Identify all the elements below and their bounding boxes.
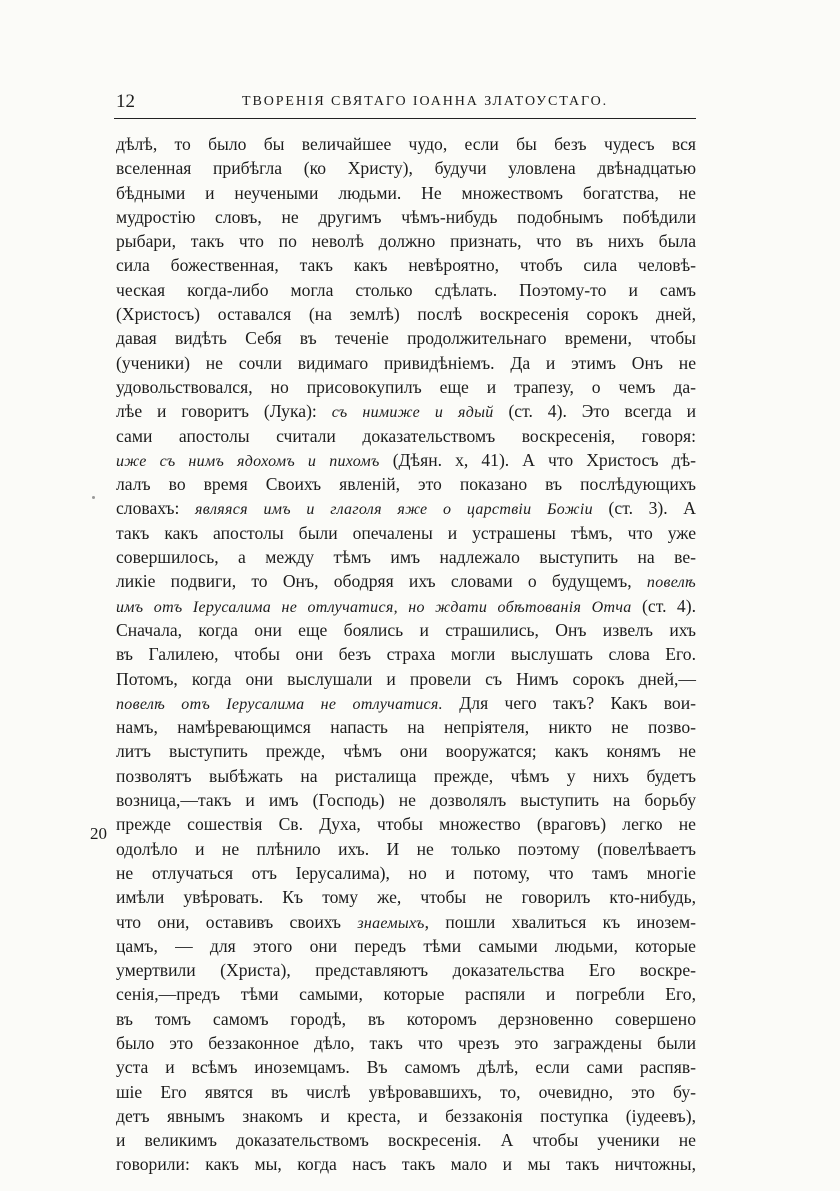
body-text xyxy=(116,132,696,1177)
text-line xyxy=(116,424,696,448)
text-line xyxy=(116,132,696,156)
text-run: ликіе подвиги, то Онъ, ободряя ихъ словами о будущемъ, xyxy=(116,571,647,592)
text-run: сами апостолы считали доказательствомъ воскресенія, говоря: xyxy=(116,425,696,446)
ink-speck xyxy=(92,496,95,499)
text-run: цамъ, — для этого они передъ тѣми самыми людьми, которые xyxy=(116,935,696,956)
text-run: уста и всѣмъ иноземцамъ. Въ самомъ дѣлѣ, если сами распяв- xyxy=(116,1057,696,1078)
text-run: не отлучаться отъ Іерусалима), но и потому, что тамъ многіе xyxy=(116,862,696,883)
text-run: (Христосъ) оставался (на землѣ) послѣ воскресенія сорокъ дней, xyxy=(116,304,696,325)
text-line xyxy=(116,472,696,496)
text-line xyxy=(116,1007,696,1031)
text-run: литъ выступить прежде, чѣмъ они вооружатся; какъ конямъ не xyxy=(116,741,696,762)
text-run: шіе Его явятся въ числѣ увѣровавшихъ, то, очевидно, это бу- xyxy=(116,1081,696,1102)
text-run: бѣдными и неучеными людьми. Не множествомъ богатства, не xyxy=(116,182,696,203)
text-line xyxy=(116,812,696,836)
italic-quote: съ нимиже и ядый xyxy=(331,404,494,422)
text-run: давая видѣть Себя въ теченіе продолжительнаго времени, чтобы xyxy=(116,328,696,349)
margin-line-number: 20 xyxy=(90,824,107,843)
text-run: Для чего такъ? Какъ вои- xyxy=(442,692,697,713)
text-run: (ученики) не сочли видимаго привидѣніемъ. Да и этимъ Онъ не xyxy=(116,352,696,373)
text-run: детъ явнымъ знакомъ и креста, и беззаконія поступка (іудеевъ), xyxy=(116,1105,696,1126)
text-run: въ томъ самомъ городѣ, въ которомъ дерзновенно совершено xyxy=(116,1008,696,1029)
text-run: дѣлѣ, то было бы величайшее чудо, если бы безъ чудесъ вся xyxy=(116,134,696,154)
text-line xyxy=(116,788,696,812)
text-run: лѣе и говоритъ (Лука): xyxy=(116,401,332,422)
text-run: Потомъ, когда они выслушали и провели съ Нимъ сорокъ дней,— xyxy=(116,668,696,689)
text-run: такъ какъ апостолы были опечалены и устрашены тѣмъ, что уже xyxy=(116,522,696,543)
text-line xyxy=(116,958,696,982)
text-line xyxy=(116,351,696,375)
text-line xyxy=(116,861,696,885)
text-line xyxy=(116,667,696,691)
text-line xyxy=(116,278,696,302)
text-run: намъ, намѣревающимся напасть на непріятеля, никто не позво- xyxy=(116,717,696,738)
text-run: словахъ: xyxy=(116,498,196,519)
text-line xyxy=(116,326,696,350)
text-line xyxy=(116,375,696,399)
text-run: прежде сошествія Св. Духа, чтобы множество (враговъ) легко не xyxy=(116,814,696,835)
italic-quote: имъ отъ Іерусалима не отлучатися, но ждати обѣтованія Отча xyxy=(116,598,632,616)
text-line xyxy=(116,521,696,545)
text-line xyxy=(116,1152,696,1176)
text-line xyxy=(116,156,696,180)
italic-quote: знаемыхъ xyxy=(357,914,425,932)
text-line xyxy=(116,569,696,593)
text-line xyxy=(116,885,696,909)
italic-quote: повелѣ отъ Іерусалима не отлучатися. xyxy=(116,695,443,713)
page-header xyxy=(114,88,696,119)
text-run: въ Галилею, чтобы они безъ страха могли выслушать слова Его. xyxy=(116,644,696,665)
text-line xyxy=(116,715,696,739)
text-run: , пошли хвалиться къ инозем- xyxy=(424,911,696,932)
text-line xyxy=(116,642,696,666)
text-run: (Дѣян. x, 41). А что Христосъ дѣ- xyxy=(379,449,696,470)
text-run: (ст. 4). xyxy=(631,595,696,616)
text-run: позволятъ выбѣжать на ристалища прежде, чѣмъ у нихъ будетъ xyxy=(116,765,696,786)
text-line xyxy=(116,910,696,934)
page-number: 12 xyxy=(116,91,135,112)
text-run: рыбари, такъ что по неволѣ должно признать, что въ нихъ была xyxy=(116,231,696,252)
text-run: что они, оставивъ своихъ xyxy=(116,911,358,932)
text-line xyxy=(116,399,696,423)
text-run: Сначала, когда они еще боялись и страшились, Онъ извелъ ихъ xyxy=(116,619,696,640)
text-run: удовольствовался, но присовокупилъ еще и трапезу, о чемъ да- xyxy=(116,376,696,397)
text-line xyxy=(116,302,696,326)
text-run: имѣли увѣровать. Къ тому же, чтобы не говорилъ кто-нибудь, xyxy=(116,887,696,908)
text-line xyxy=(116,982,696,1006)
text-line xyxy=(116,691,696,715)
text-line xyxy=(116,1104,696,1128)
text-line xyxy=(116,837,696,861)
text-run: одолѣло и не плѣнило ихъ. И не только поэтому (повелѣваетъ xyxy=(116,838,696,859)
text-line xyxy=(116,448,696,472)
text-run: ческая когда-либо могла столько сдѣлать. Поэтому-то и самъ xyxy=(116,279,696,300)
text-line xyxy=(116,764,696,788)
text-run: мудростію словъ, не другимъ чѣмъ-нибудь подобнымъ побѣдили xyxy=(116,206,696,227)
text-line xyxy=(116,739,696,763)
italic-quote: являяся имъ и глаголя яже о царствіи Божіи xyxy=(195,501,593,519)
text-line xyxy=(116,1055,696,1079)
text-line xyxy=(116,181,696,205)
text-line xyxy=(116,1128,696,1152)
italic-quote: иже съ нимъ ядохомъ и пихомъ xyxy=(116,452,380,470)
text-line xyxy=(116,496,696,520)
text-run: сила божественная, такъ какъ невѣроятно, чтобъ сила человѣ- xyxy=(116,255,696,276)
text-run: вселенная прибѣгла (ко Христу), будучи уловлена двѣнадцатью xyxy=(116,158,696,179)
text-line xyxy=(116,1031,696,1055)
text-run: совершилось, а между тѣмъ имъ надлежало выступить на ве- xyxy=(116,547,696,568)
text-line xyxy=(116,934,696,958)
text-run: (ст. 4). Это всегда и xyxy=(493,401,696,422)
text-run: было это беззаконное дѣло, такъ что чрезъ это заграждены были xyxy=(116,1032,696,1053)
text-run: сенія,—предъ тѣми самыми, которые распяли и погребли Его, xyxy=(116,984,696,1005)
text-run: говорили: какъ мы, когда насъ такъ мало и мы такъ ничтожны, xyxy=(116,1154,696,1175)
text-run: и великимъ доказательствомъ воскресенія. А чтобы ученики не xyxy=(116,1130,696,1151)
italic-quote: повелѣ xyxy=(646,574,696,592)
text-line xyxy=(116,253,696,277)
running-title: ТВОРЕНІЯ СВЯТАГО ІОАННА ЗЛАТОУСТАГО. xyxy=(242,94,609,109)
text-line xyxy=(116,545,696,569)
text-line xyxy=(116,618,696,642)
text-run: лалъ во время Своихъ явленій, это показано въ послѣдующихъ xyxy=(116,474,696,495)
text-run: (ст. 3). А xyxy=(592,498,697,519)
text-line xyxy=(116,205,696,229)
text-line xyxy=(116,229,696,253)
text-line xyxy=(116,594,696,618)
text-run: умертвили (Христа), представляютъ доказательства Его воскре- xyxy=(116,960,696,981)
text-run: возница,—такъ и имъ (Господь) не дозволялъ выступить на борьбу xyxy=(116,790,696,811)
text-line xyxy=(116,1080,696,1104)
